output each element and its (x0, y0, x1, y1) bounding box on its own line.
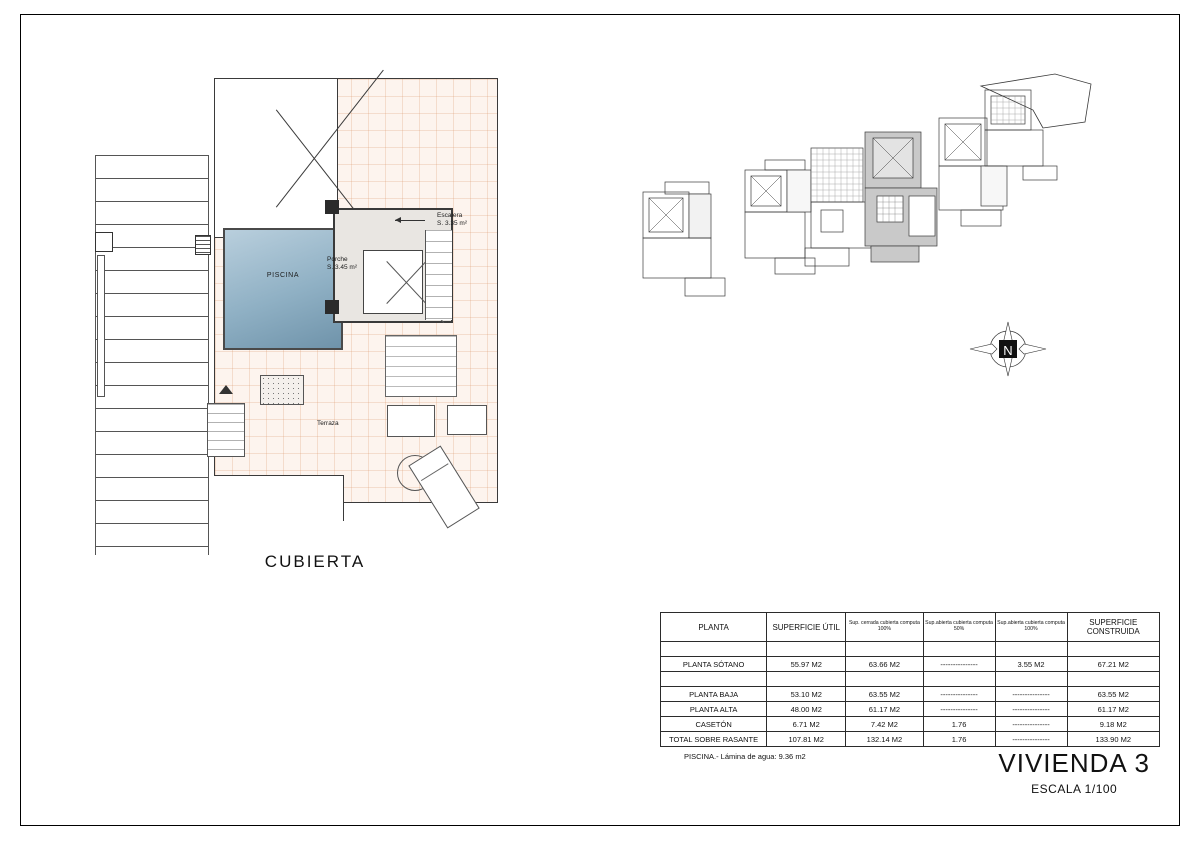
cell-abierta100: 3.55 M2 (995, 657, 1067, 672)
compass-north-letter: N (1003, 343, 1013, 358)
cell-planta: PLANTA ALTA (661, 702, 767, 717)
scale-label: ESCALA 1/100 (1031, 782, 1118, 796)
cell-planta: PLANTA BAJA (661, 687, 767, 702)
cell-abierta100: --------------- (995, 717, 1067, 732)
exterior-landing-box (95, 232, 113, 252)
cell-construida: 61.17 M2 (1067, 702, 1159, 717)
th-cerrada-100: Sup. cerrada cubierta computa 100% (846, 613, 923, 642)
table-row-total (661, 732, 1160, 747)
cell-util: 55.97 M2 (767, 657, 846, 672)
porche-label-line2: S. 3.45 m² (327, 264, 357, 272)
north-compass (968, 318, 1048, 380)
cell-util: 48.00 M2 (767, 702, 846, 717)
cell-cerrada100: 132.14 M2 (846, 732, 923, 747)
th-planta: PLANTA (661, 613, 767, 642)
title-block (998, 748, 1150, 796)
window-symbol-west (195, 235, 211, 255)
compass-icon (968, 318, 1048, 380)
escalera-label-line1: Escalera (437, 212, 463, 219)
site-context-plan (625, 70, 1095, 320)
pool-water-note: PISCINA.- Lámina de agua: 9.36 m2 (684, 752, 806, 761)
porche-label-line1: Porche (327, 256, 348, 263)
table-row (661, 702, 1160, 717)
th-abierta-100: Sup.abierta cubierta computa 100% (995, 613, 1067, 642)
cell-abierta50: 1.76 (923, 732, 995, 747)
cell-abierta100: --------------- (995, 702, 1067, 717)
th-superficie-construida: SUPERFICIE CONSTRUIDA (1067, 613, 1159, 642)
furniture-sideboard (447, 405, 487, 435)
caseton-core-void (363, 250, 423, 314)
cell-construida: 9.18 M2 (1067, 717, 1159, 732)
exterior-stair-run (95, 155, 209, 555)
porche-label (327, 256, 357, 272)
surface-area-table-wrapper (660, 612, 1160, 761)
cell-construida: 67.21 M2 (1067, 657, 1159, 672)
cell-abierta50: --------------- (923, 702, 995, 717)
plan-title: CUBIERTA (264, 552, 366, 571)
cell-planta: CASETÓN (661, 717, 767, 732)
cell-abierta100: --------------- (995, 687, 1067, 702)
exterior-handrail (97, 255, 105, 397)
caseton-stair-run (425, 230, 452, 320)
stair-direction-arrow-icon (219, 385, 233, 394)
cell-cerrada100: 63.55 M2 (846, 687, 923, 702)
furniture-table (387, 405, 435, 437)
cell-abierta50: --------------- (923, 657, 995, 672)
roof-void-panel (214, 78, 338, 238)
th-abierta-50: Sup.abierta cubierta computa 50% (923, 613, 995, 642)
th-superficie-util: SUPERFICIE ÚTIL (767, 613, 846, 642)
table-row (661, 657, 1160, 672)
door-symbol-north (325, 200, 339, 214)
swimming-pool (223, 228, 343, 350)
surface-area-table (660, 612, 1160, 747)
cell-util: 6.71 M2 (767, 717, 846, 732)
cell-util: 107.81 M2 (767, 732, 846, 747)
site-plan-svg (625, 70, 1095, 320)
table-header-row (661, 613, 1160, 642)
table-row (661, 717, 1160, 732)
access-direction-arrow-icon (395, 220, 425, 221)
cell-construida: 63.55 M2 (1067, 687, 1159, 702)
dwelling-title: VIVIENDA 3 (998, 748, 1150, 778)
terrace-stair (207, 403, 245, 457)
cell-planta: TOTAL SOBRE RASANTE (661, 732, 767, 747)
door-symbol-south (325, 300, 339, 314)
cell-abierta50: --------------- (923, 687, 995, 702)
terraza-label: Terraza (317, 420, 339, 427)
table-spacer-row (661, 642, 1160, 657)
cell-planta: PLANTA SÓTANO (661, 657, 767, 672)
cell-abierta100: --------------- (995, 732, 1067, 747)
table-spacer-row-2 (661, 672, 1160, 687)
cell-cerrada100: 7.42 M2 (846, 717, 923, 732)
pool-label: PISCINA (266, 272, 300, 279)
escalera-label-line2: S. 3.35 m² (437, 220, 467, 228)
terrace-notch (214, 475, 344, 521)
interior-stair-flight (385, 335, 457, 397)
pool-equipment-grate (260, 375, 304, 405)
cell-cerrada100: 63.66 M2 (846, 657, 923, 672)
cell-abierta50: 1.76 (923, 717, 995, 732)
table-row (661, 687, 1160, 702)
roof-plan-cubierta (95, 60, 535, 580)
cell-util: 53.10 M2 (767, 687, 846, 702)
escalera-label (437, 212, 467, 228)
cell-cerrada100: 61.17 M2 (846, 702, 923, 717)
cell-construida: 133.90 M2 (1067, 732, 1159, 747)
